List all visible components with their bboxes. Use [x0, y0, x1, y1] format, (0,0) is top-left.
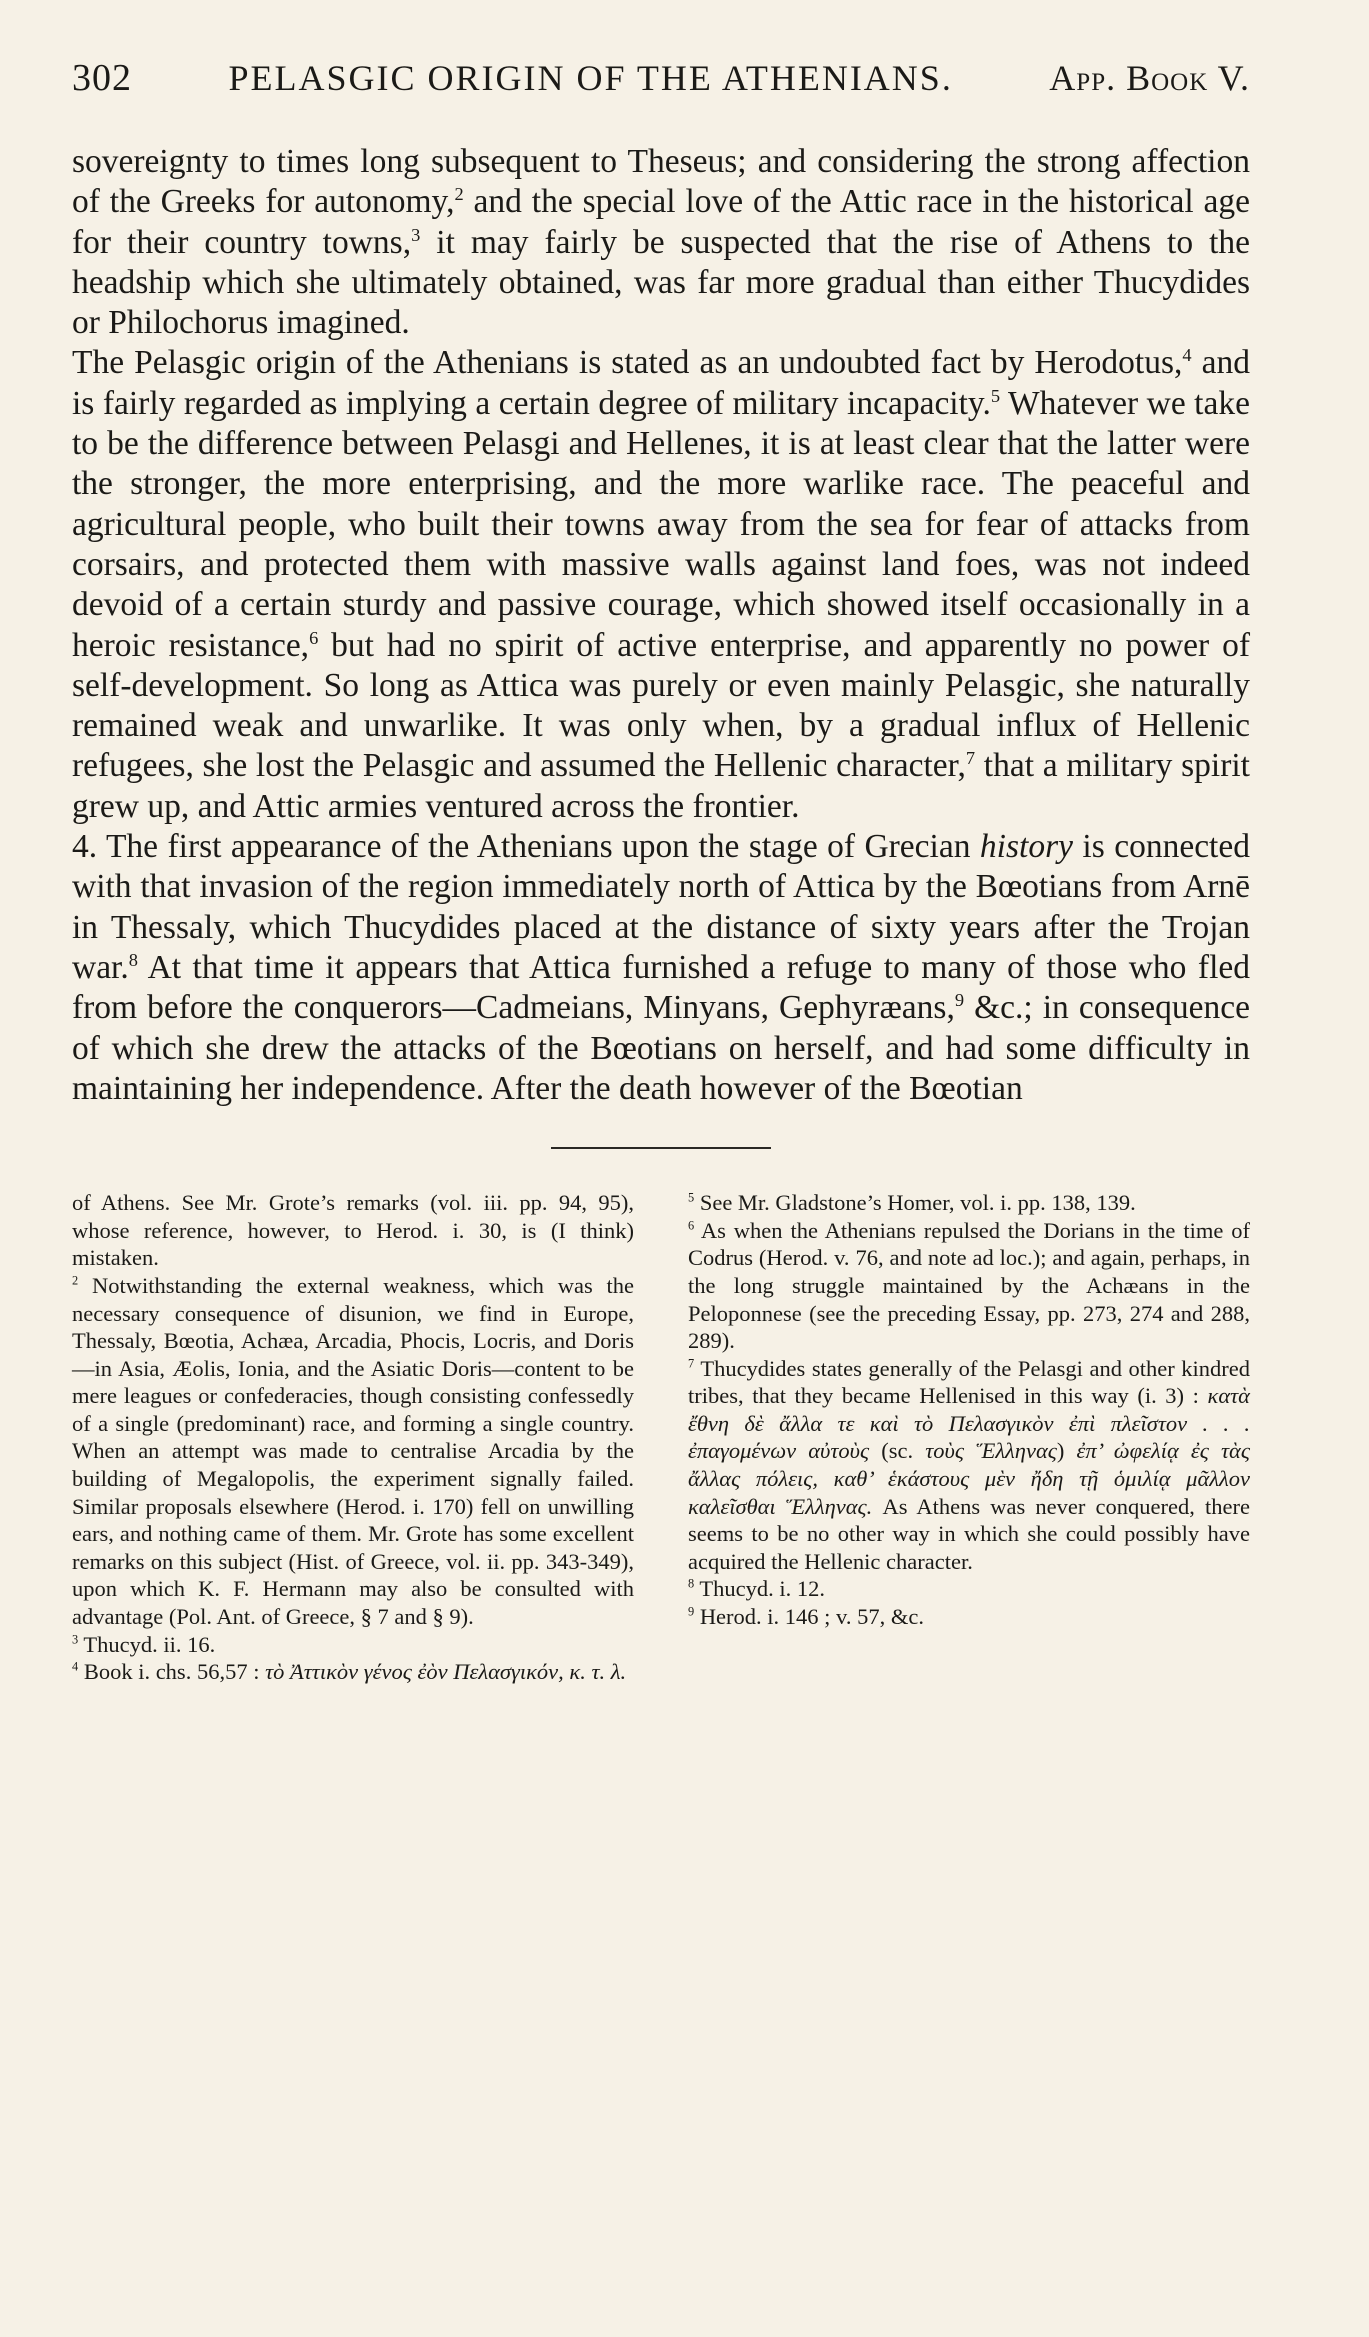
text-span: The Pelasgic origin of the Athenians is stated as an undoubted fact by Herodotus,	[72, 344, 1183, 382]
footnote-8	[688, 1575, 1250, 1603]
footnote-number: 2	[72, 1273, 79, 1288]
text-span: but had no spirit of active enterprise, and apparently no power of self-development. So long as Attica was purely or even mainly Pelasgic, she naturally remained weak and unwarlike. It was only when, by a gradual influx of Hellenic refugees, she lost the Pelasgic and assumed the Hellenic character,	[72, 626, 1250, 785]
text-span: it may fairly be suspected that the rise of Athens to the headship which she ultimately obtained, was far more gradual than either Thucydides or Philochorus imagined.	[72, 223, 1251, 342]
text-span: 4. The first appearance of the Athenians upon the stage of Grecian	[72, 828, 980, 866]
footnote-text: Book i. chs. 56,57 :	[78, 1659, 266, 1685]
footnote-number: 5	[688, 1190, 695, 1205]
footnote-ref: 5	[990, 385, 1001, 406]
footnote-text: Thucyd. i. 12.	[694, 1576, 826, 1602]
page	[72, 56, 1250, 1686]
running-header	[72, 56, 1250, 112]
greek-quote: τοὺς Ἕλληνας	[925, 1438, 1057, 1464]
footnote-text: Thucyd. ii. 16.	[78, 1631, 216, 1657]
greek-quote: ἐπ’ ὠφελίᾳ ἐς τὰς ἄλλας πόλεις, καθ’ ἑκάστους μὲν ἤδη τῇ ὁμιλίᾳ μᾶλλον καλεῖσθαι Ἕλληνας.	[688, 1438, 1250, 1519]
text-span: sovereignty to times long subsequent to Theseus; and considering the strong affection of the Greeks for autonomy,	[72, 143, 1250, 221]
footnote-column-left	[72, 1189, 634, 1686]
footnote-2	[72, 1272, 634, 1631]
section-label: App. Book V.	[1049, 58, 1250, 98]
greek-quote: τὸ Ἀττικὸν γένος ἐὸν Πελασγικόν, κ. τ. λ.	[265, 1659, 627, 1685]
text-span: and is fairly regarded as implying a certain degree of military incapacity.	[72, 344, 1250, 422]
footnote-text: (sc.	[869, 1438, 926, 1464]
text-span: that a military spirit grew up, and Attic armies ventured across the frontier.	[72, 747, 1250, 825]
footnote-number: 8	[688, 1576, 695, 1591]
footnote-column-right	[688, 1189, 1250, 1686]
footnote-text: As when the Athenians repulsed the Dorians in the time of Codrus (Herod. v. 76, and note ad loc.); and again, perhaps, in the long struggle maintained by the Achæans in the Peloponnese (see the preceding Essay, pp. 273, 274 and 288, 289).	[688, 1217, 1250, 1354]
footnote-ref: 9	[954, 990, 965, 1011]
text-span: and the special love of the Attic race in the historical age for their country towns,	[72, 183, 1250, 261]
text-span: Whatever we take to be the difference between Pelasgi and Hellenes, it is at least clear that the latter were the stronger, the more enterprising, and the more warlike race. The peaceful and agricultural people, who built their towns away from the sea for fear of attacks from corsairs, and protected them with massive walls against land foes, was not indeed devoid of a certain sturdy and passive courage, which showed itself occasionally in a heroic resistance,	[72, 384, 1250, 664]
footnote-ref: 7	[965, 748, 976, 769]
footnote-text: Notwithstanding the external weakness, which was the necessary consequence of disunion, we find in Europe, Thessaly, Bœotia, Achæa, Arcadia, Phocis, Locris, and Doris—in Asia, Æolis, Ionia, and the Asiatic Doris—content to be mere leagues or confederacies, though consisting confessedly of a single (predominant) race, and forming a single country. When an attempt was made to centralise Arcadia by the building of Megalopolis, the experiment signally failed. Similar proposals elsewhere (Herod. i. 170) fell on unwilling ears, and nothing came of them. Mr. Grote has some excellent remarks on this subject (Hist. of Greece, vol. ii. pp. 343-349), upon which K. F. Hermann may also be consulted with advantage (Pol. Ant. of Greece, § 7 and § 9).	[72, 1272, 634, 1630]
footnote-4	[72, 1658, 634, 1686]
footnote-number: 3	[72, 1632, 79, 1647]
paragraph-1	[72, 142, 1250, 343]
page-number: 302	[72, 57, 132, 99]
footnote-number: 6	[688, 1218, 695, 1233]
footnote-6	[688, 1217, 1250, 1355]
paragraph-3	[72, 827, 1250, 1109]
footnote-ref: 2	[454, 184, 464, 205]
greek-quote: κατὰ ἔθνη δὲ ἄλλα τε καὶ τὸ Πελασγικὸν ἐπὶ πλεῖστον . . . ἐπαγομένων αὐτοὺς	[688, 1383, 1250, 1464]
footnote-ref: 8	[128, 949, 138, 970]
running-title: PELASGIC ORIGIN OF THE ATHENIANS.	[228, 58, 953, 98]
footnote-number: 7	[688, 1356, 695, 1371]
text-span: At that time it appears that Attica furnished a refuge to many of those who fled from before the conquerors—Cadmeians, Minyans, Gephyræans,	[72, 948, 1250, 1027]
footnote-continuation: of Athens. See Mr. Grote’s remarks (vol. iii. pp. 94, 95), whose reference, however, to Herod. i. 30, is (I think) mistaken.	[72, 1190, 634, 1271]
footnote-text: )	[1056, 1438, 1077, 1464]
footnote-ref: 3	[411, 224, 421, 245]
text-span: is connected with that invasion of the region immediately north of Attica by the Bœotians from Arnē in Thessaly, which Thucydides placed at the distance of sixty years after the Trojan war.	[72, 828, 1250, 986]
footnote-3	[72, 1631, 634, 1659]
footnote-text: As Athens was never conquered, there seems to be no other way in which she could possibly have acquired the Hellenic character.	[688, 1493, 1250, 1574]
emphasis: history	[979, 828, 1073, 866]
footnotes	[72, 1189, 1250, 1686]
footnote-ref: 4	[1182, 345, 1192, 366]
footnote-text: Thucydides states generally of the Pelasgi and other kindred tribes, that they became Hellenised in this way (i. 3) :	[688, 1355, 1250, 1409]
footnote-number: 4	[72, 1659, 79, 1674]
footnote-7	[688, 1355, 1250, 1576]
paragraph-2	[72, 343, 1250, 827]
footnote-text: Herod. i. 146 ; v. 57, &c.	[694, 1604, 924, 1630]
main-text	[72, 142, 1250, 1109]
footnote-number: 9	[688, 1604, 695, 1619]
footnote-divider	[551, 1147, 771, 1149]
footnote-5	[688, 1189, 1250, 1217]
text-span: &c.; in consequence of which she drew the attacks of the Bœotians on herself, and had some difficulty in maintaining her independence. After the death however of the Bœotian	[72, 989, 1250, 1107]
footnote-text: See Mr. Gladstone’s Homer, vol. i. pp. 138, 139.	[694, 1190, 1136, 1216]
footnote-ref: 6	[309, 627, 319, 648]
footnote-9	[688, 1603, 1250, 1631]
